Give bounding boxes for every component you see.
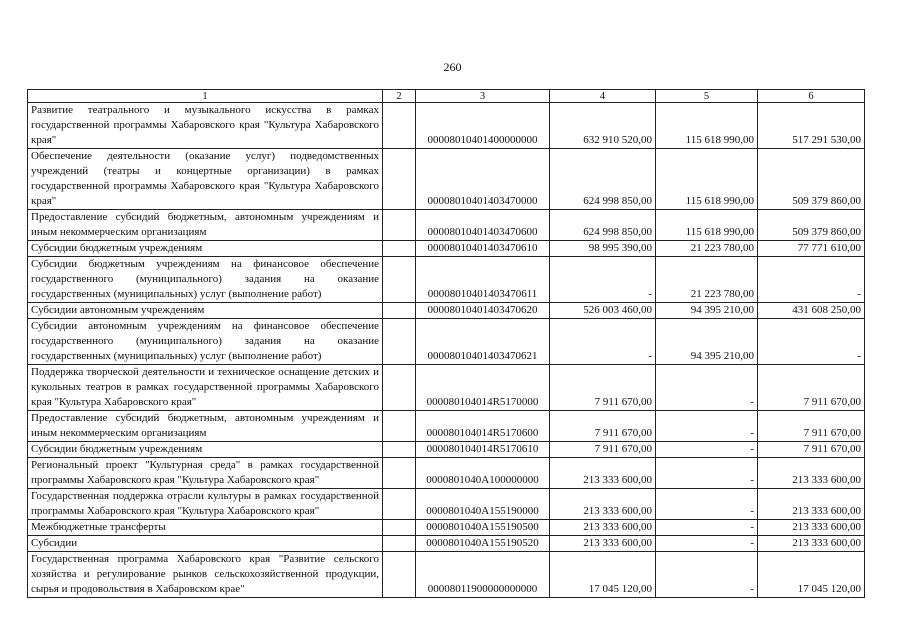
row-name-cell: Предоставление субсидий бюджетным, автономным учреждениям и иным некоммерческим организациям [28,411,383,442]
row-value-6-cell: 509 379 860,00 [758,149,865,210]
table-row [28,411,865,442]
row-value-5-cell: 115 618 990,00 [656,149,758,210]
row-value-4-cell: 624 998 850,00 [550,210,656,241]
table-row [28,520,865,536]
row-col2-cell [383,103,416,149]
row-name-cell: Развитие театрального и музыкального искусства в рамках государственной программы Хабаровского края "Культура Хабаровского края" [28,103,383,149]
row-value-4-cell: 213 333 600,00 [550,458,656,489]
row-col2-cell [383,149,416,210]
row-name-cell: Обеспечение деятельности (оказание услуг) подведомственных учреждений (театры и концертные организации) в рамках государственной программы Хабаровского края "Культура Хабаровского края" [28,149,383,210]
row-value-5-cell: - [656,552,758,598]
row-col2-cell [383,241,416,257]
table-row [28,257,865,303]
row-value-5-cell: - [656,536,758,552]
table-row [28,552,865,598]
table-row [28,365,865,411]
row-value-6-cell: 517 291 530,00 [758,103,865,149]
row-name-cell: Субсидии [28,536,383,552]
row-value-5-cell: 21 223 780,00 [656,257,758,303]
row-value-6-cell: 213 333 600,00 [758,489,865,520]
row-value-4-cell: 7 911 670,00 [550,411,656,442]
row-code-cell: 00008010401403470611 [416,257,550,303]
row-name-cell: Региональный проект "Культурная среда" в рамках государственной программы Хабаровского края "Культура Хабаровского края" [28,458,383,489]
budget-table [27,89,865,598]
table-row [28,149,865,210]
row-code-cell: 00008010401403470000 [416,149,550,210]
table-row [28,303,865,319]
row-code-cell: 0000801040A155190500 [416,520,550,536]
row-code-cell: 0000801040A100000000 [416,458,550,489]
row-code-cell: 0000801040A155190000 [416,489,550,520]
row-name-cell: Субсидии автономным учреждениям [28,303,383,319]
row-code-cell: 00008010401400000000 [416,103,550,149]
row-value-5-cell: 21 223 780,00 [656,241,758,257]
row-value-5-cell: - [656,458,758,489]
row-value-6-cell: 77 771 610,00 [758,241,865,257]
row-value-5-cell: - [656,365,758,411]
row-value-6-cell: 213 333 600,00 [758,536,865,552]
row-code-cell: 00008010401403470621 [416,319,550,365]
row-value-5-cell: 115 618 990,00 [656,210,758,241]
row-name-cell: Межбюджетные трансферты [28,520,383,536]
row-value-5-cell: 94 395 210,00 [656,303,758,319]
row-value-6-cell: 431 608 250,00 [758,303,865,319]
row-value-6-cell: 213 333 600,00 [758,520,865,536]
table-row [28,442,865,458]
row-value-5-cell: - [656,489,758,520]
row-col2-cell [383,520,416,536]
row-code-cell: 00008010401403470620 [416,303,550,319]
column-header-2: 2 [383,90,416,103]
row-value-6-cell: 7 911 670,00 [758,442,865,458]
row-code-cell: 00008011900000000000 [416,552,550,598]
table-row [28,458,865,489]
row-value-5-cell: - [656,411,758,442]
row-value-4-cell: 213 333 600,00 [550,536,656,552]
row-value-4-cell: 632 910 520,00 [550,103,656,149]
row-code-cell: 000080104014R5170600 [416,411,550,442]
row-name-cell: Государственная программа Хабаровского края "Развитие сельского хозяйства и регулирование рынков сельскохозяйственной продукции, сырья и продовольствия в Хабаровском крае" [28,552,383,598]
row-value-5-cell: - [656,442,758,458]
row-name-cell: Субсидии бюджетным учреждениям на финансовое обеспечение государственного (муниципального) задания на оказание государственных (муниципальных) услуг (выполнение работ) [28,257,383,303]
column-header-5: 5 [656,90,758,103]
row-col2-cell [383,411,416,442]
column-header-1: 1 [28,90,383,103]
table-row [28,241,865,257]
row-value-4-cell: - [550,319,656,365]
row-value-5-cell: 94 395 210,00 [656,319,758,365]
row-value-4-cell: 7 911 670,00 [550,365,656,411]
row-name-cell: Субсидии автономным учреждениям на финансовое обеспечение государственного (муниципального) задания на оказание государственных (муниципальных) услуг (выполнение работ) [28,319,383,365]
row-name-cell: Субсидии бюджетным учреждениям [28,241,383,257]
row-col2-cell [383,303,416,319]
row-code-cell: 00008010401403470610 [416,241,550,257]
row-col2-cell [383,319,416,365]
table-row [28,319,865,365]
row-value-6-cell: - [758,257,865,303]
row-col2-cell [383,365,416,411]
table-header-row [28,90,865,103]
row-code-cell: 00008010401403470600 [416,210,550,241]
row-value-6-cell: 7 911 670,00 [758,365,865,411]
row-value-4-cell: 526 003 460,00 [550,303,656,319]
row-col2-cell [383,442,416,458]
table-row [28,536,865,552]
row-value-4-cell: 7 911 670,00 [550,442,656,458]
row-name-cell: Государственная поддержка отрасли культуры в рамках государственной программы Хабаровского края "Культура Хабаровского края" [28,489,383,520]
row-name-cell: Предоставление субсидий бюджетным, автономным учреждениям и иным некоммерческим организациям [28,210,383,241]
column-header-4: 4 [550,90,656,103]
row-value-5-cell: 115 618 990,00 [656,103,758,149]
row-value-4-cell: - [550,257,656,303]
column-header-6: 6 [758,90,865,103]
row-col2-cell [383,210,416,241]
row-name-cell: Субсидии бюджетным учреждениям [28,442,383,458]
row-value-4-cell: 17 045 120,00 [550,552,656,598]
row-code-cell: 000080104014R5170000 [416,365,550,411]
row-value-4-cell: 213 333 600,00 [550,489,656,520]
row-name-cell: Поддержка творческой деятельности и техническое оснащение детских и кукольных театров в рамках государственной программы Хабаровского края "Культура Хабаровского края" [28,365,383,411]
row-col2-cell [383,489,416,520]
page-number: 260 [443,60,462,74]
row-value-4-cell: 624 998 850,00 [550,149,656,210]
table-row [28,489,865,520]
row-col2-cell [383,458,416,489]
row-value-4-cell: 98 995 390,00 [550,241,656,257]
row-value-4-cell: 213 333 600,00 [550,520,656,536]
table-row [28,103,865,149]
row-col2-cell [383,257,416,303]
row-value-6-cell: 7 911 670,00 [758,411,865,442]
row-value-6-cell: - [758,319,865,365]
row-value-6-cell: 509 379 860,00 [758,210,865,241]
table-row [28,210,865,241]
row-code-cell: 000080104014R5170610 [416,442,550,458]
row-col2-cell [383,536,416,552]
column-header-3: 3 [416,90,550,103]
row-value-6-cell: 213 333 600,00 [758,458,865,489]
row-value-5-cell: - [656,520,758,536]
row-code-cell: 0000801040A155190520 [416,536,550,552]
row-col2-cell [383,552,416,598]
row-value-6-cell: 17 045 120,00 [758,552,865,598]
